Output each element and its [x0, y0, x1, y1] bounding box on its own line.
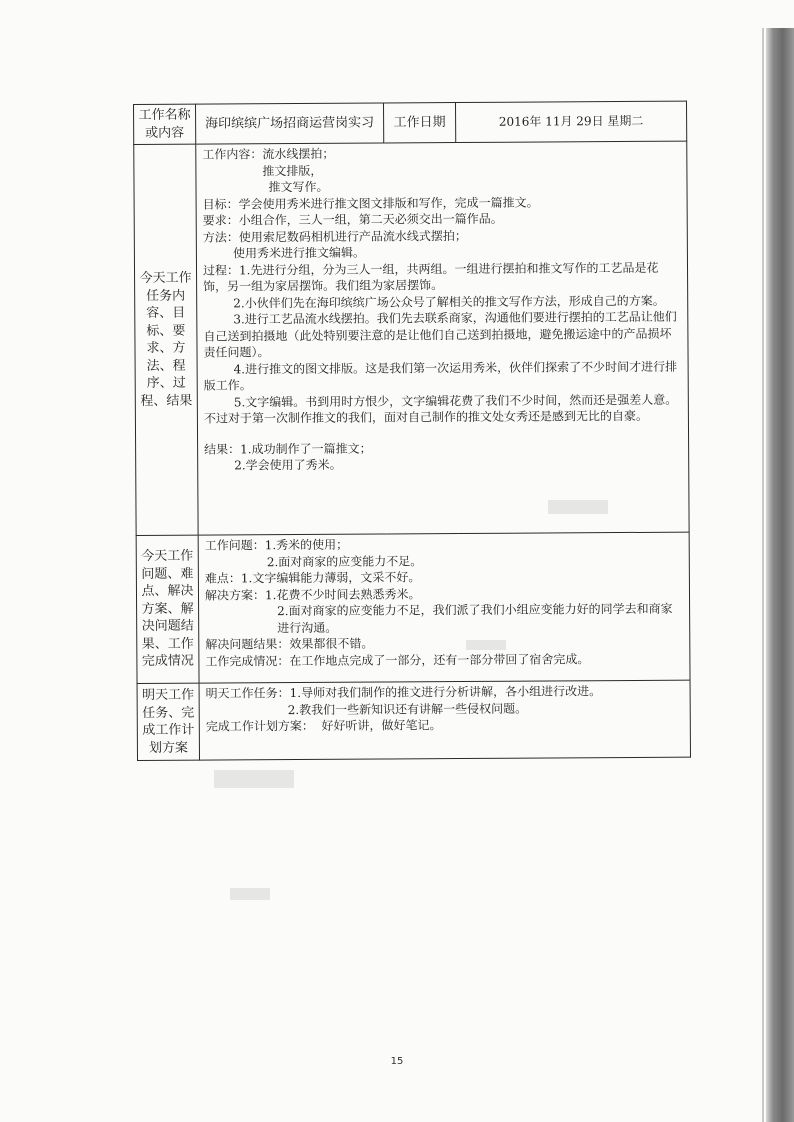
today-work-row [134, 141, 689, 535]
solution-line: 解决方案：1.花费不少时间去熟悉秀米。 [204, 586, 421, 603]
content-line: 推文写作。 [268, 179, 329, 195]
goal-line: 目标：学会使用秀米进行推文图文排版和写作，完成一篇推文。 [202, 195, 539, 212]
tomorrow-task-line: 明天工作任务：1.导师对我们制作的推文进行分析讲解，各小组进行改进。 [205, 684, 602, 701]
work-log-table [133, 101, 691, 761]
content-line: 推文排版， [262, 163, 323, 178]
solution-line: 2.面对商家的应变能力不足，我们派了我们小组应变能力好的同学去和商家进行沟通。 [277, 601, 673, 635]
difficulty-line: 难点：1.文字编辑能力薄弱，文采不好。 [204, 570, 421, 586]
work-date-label: 工作日期 [383, 103, 455, 143]
scan-edge-shadow [766, 28, 794, 1122]
tomorrow-content [199, 680, 690, 760]
problem-line: 工作问题：1.秀米的使用； [204, 537, 349, 553]
content-line: 工作内容：流水线摆拍； [202, 146, 335, 162]
method-line: 方法：使用索尼数码相机进行产品流水线式摆拍； [202, 228, 467, 245]
process-step: 3.进行工艺品流水线摆拍。我们先去联系商家，沟通他们要进行摆拍的工艺品让他们自己送到拍摄地（此处特别要注意的是让他们自己送到拍摄地，避免搬运途中的产品损坏责任问题）。 [203, 309, 677, 360]
today-work-label: 今天工作任务内容、目标、要求、方法、程序、过程、结果 [134, 144, 198, 535]
problem-line: 2.面对商家的应变能力不足。 [266, 553, 423, 569]
requirement-line: 要求：小组合作，三人一组，第二天必须交出一篇作品。 [202, 211, 503, 228]
header-row [134, 101, 687, 144]
result-line: 2.学会使用了秀米。 [234, 457, 342, 473]
process-step: 4.进行推文的图文排版。这是我们第一次运用秀米，伙伴们探索了不少时间才进行排版工作。 [203, 359, 678, 393]
scan-speck [214, 770, 294, 788]
scan-speck [230, 888, 270, 900]
process-step: 过程：1.先进行分组，分为三人一组，共两组。一组进行摆拍和推文写作的工艺品是花饰，另一组为家居摆饰。我们组为家居摆饰。 [202, 260, 659, 294]
scan-edge-line [762, 28, 764, 1122]
work-name-value: 海印缤缤广场招商运营岗实习 [196, 103, 384, 144]
work-name-label: 工作名称或内容 [134, 104, 196, 144]
process-step: 5.文字编辑。书到用时方恨少，文字编辑花费了我们不少时间，然而还是强差人意。不过对于第一次制作推文的我们，面对自己制作的推文处女秀还是感到无比的自豪。 [203, 392, 678, 426]
today-work-content [196, 141, 689, 535]
process-step: 2.小伙伴们先在海印缤缤广场公众号了解相关的推文写作方法，形成自己的方案。 [233, 293, 665, 310]
problems-label: 今天工作问题、难点、解决方案、解决问题结果、工作完成情况 [136, 535, 199, 683]
result-line: 结果：1.成功制作了一篇推文； [204, 441, 372, 457]
tomorrow-task-line: 2.教我们一些新知识还有讲解一些侵权问题。 [287, 701, 528, 717]
problems-row [136, 532, 690, 683]
plan-line: 完成工作计划方案： 好好听讲，做好笔记。 [205, 718, 442, 734]
method-line: 使用秀米进行推文编辑。 [232, 245, 365, 261]
tomorrow-label: 明天工作任务、完成工作计划方案 [137, 683, 199, 760]
tomorrow-row [137, 680, 690, 760]
problems-content [198, 532, 690, 683]
completion-line: 工作完成情况：在工作地点完成了一部分，还有一部分带回了宿舍完成。 [205, 651, 590, 669]
solution-result-line: 解决问题结果：效果都很不错。 [205, 636, 374, 652]
work-date-value: 2016年 11月 29日 星期二 [455, 101, 686, 142]
page-number: 15 [390, 1056, 404, 1067]
